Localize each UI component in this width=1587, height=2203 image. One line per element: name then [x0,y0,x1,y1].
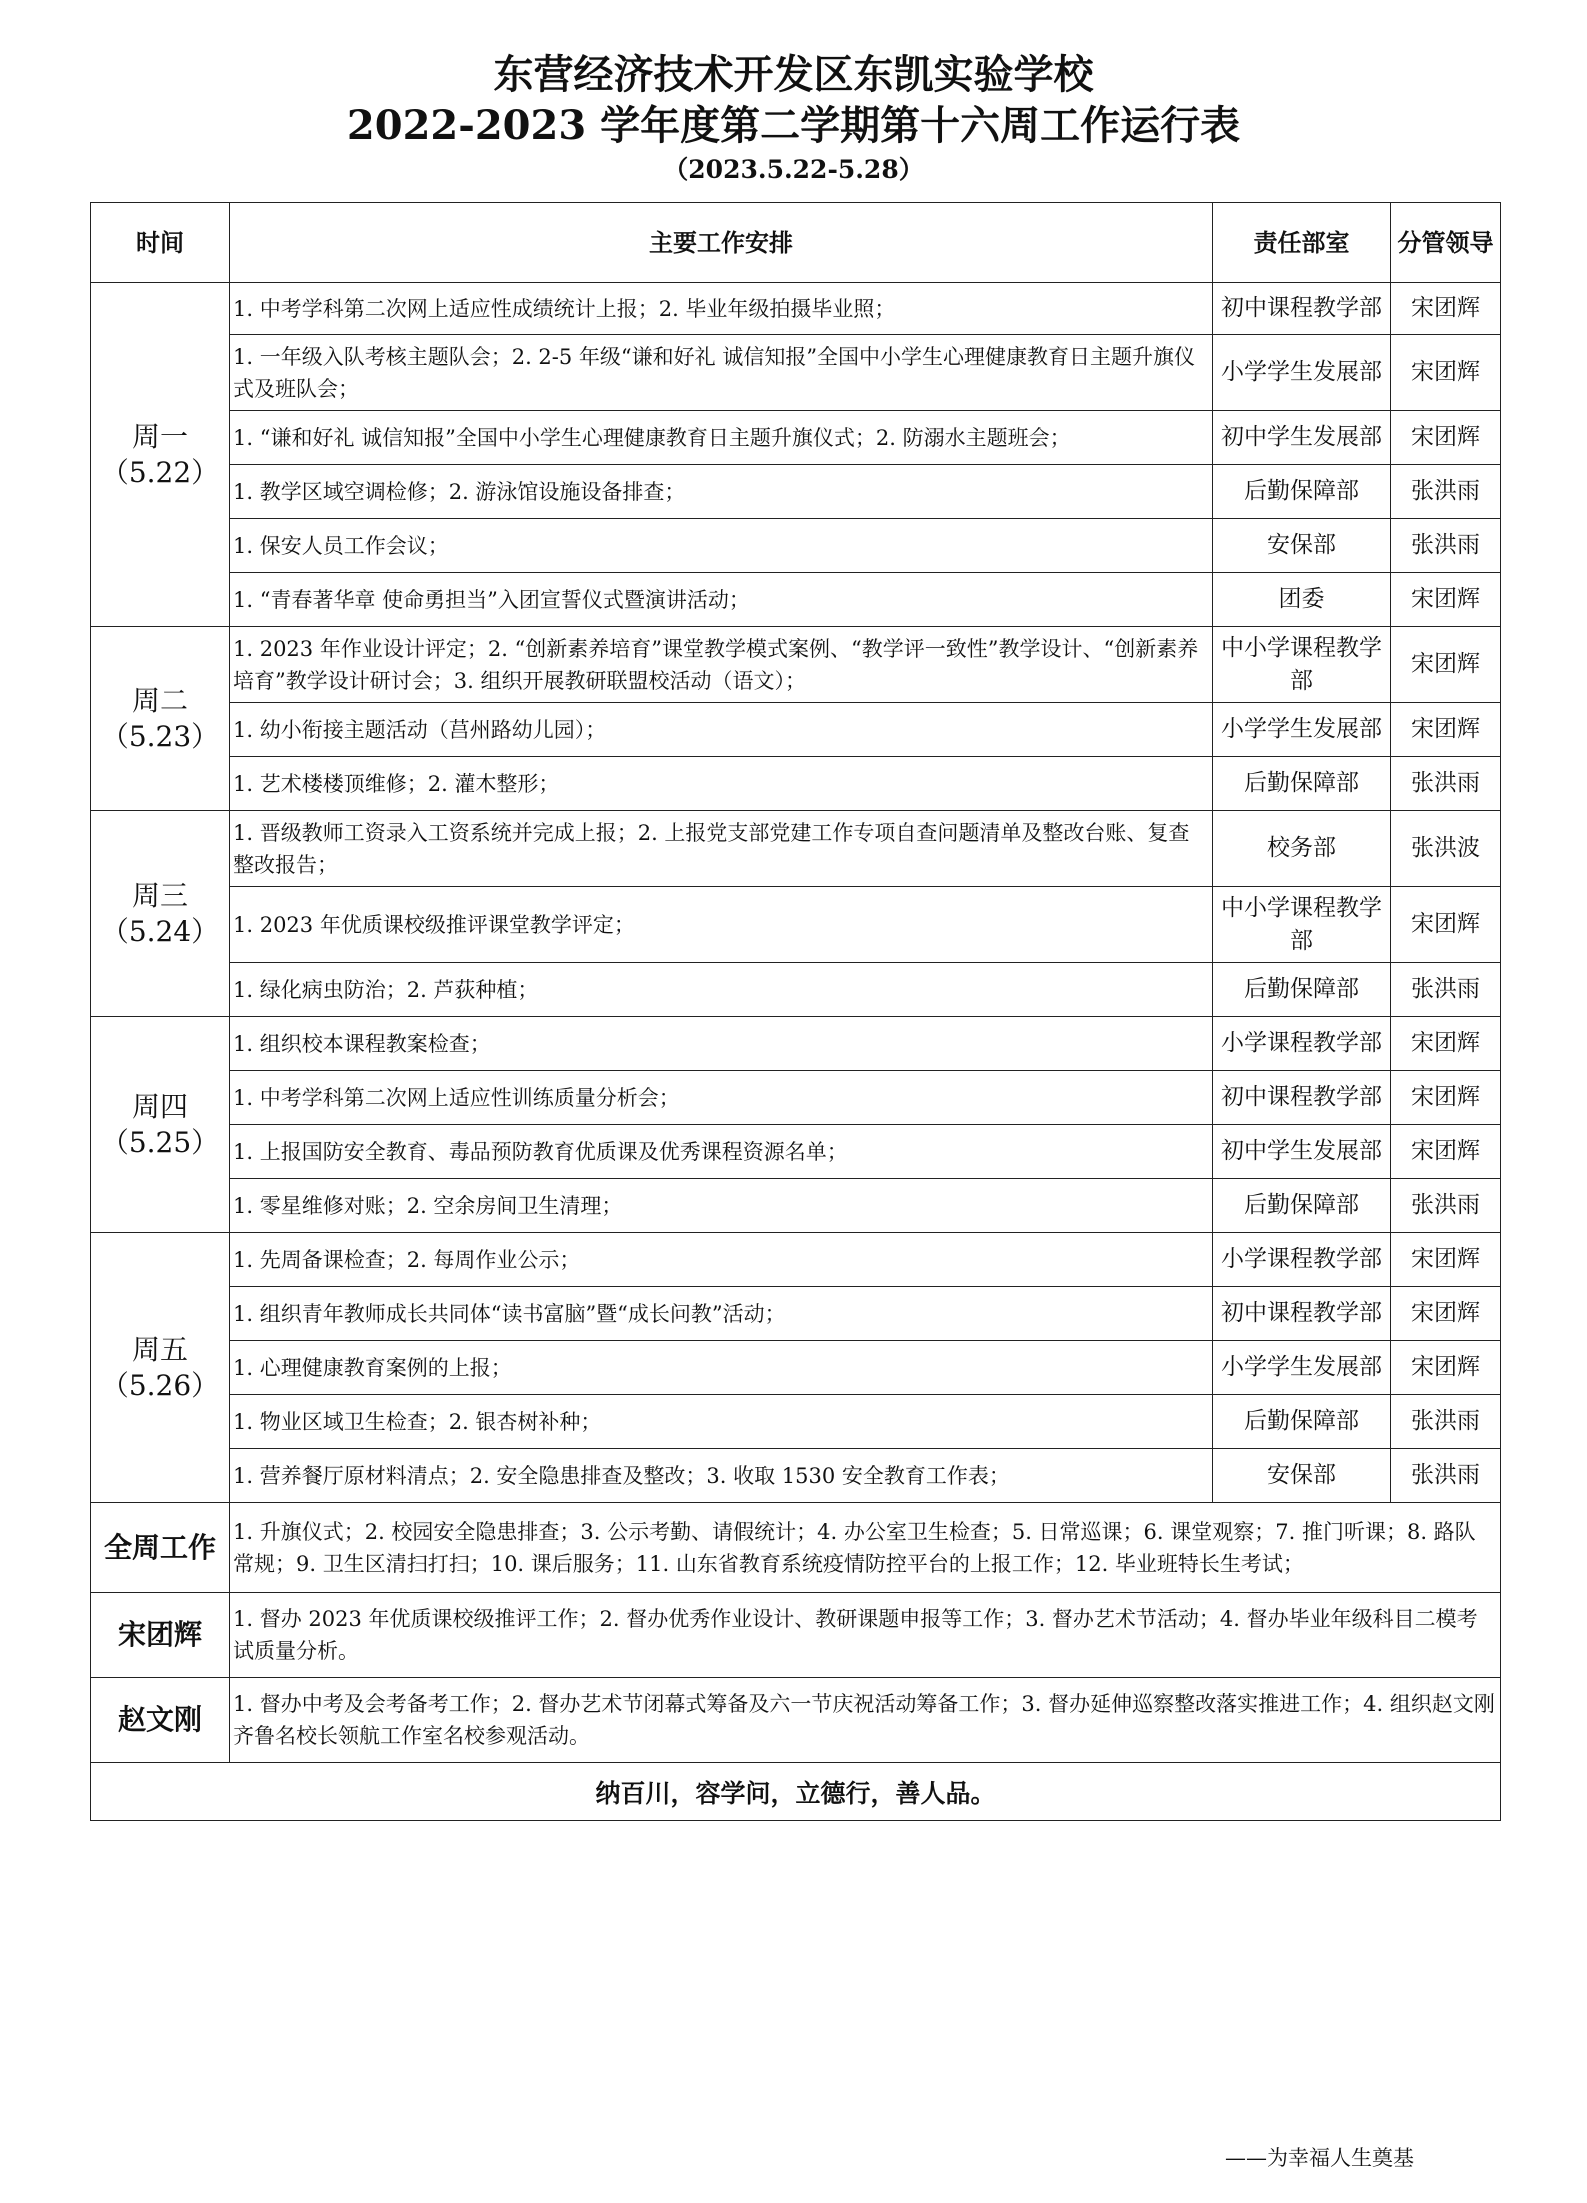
task-cell: 1. 保安人员工作会议； [230,519,1213,573]
table-row [91,1017,1501,1071]
schedule-body [91,283,1501,1821]
dept-cell: 后勤保障部 [1213,757,1391,811]
table-row [91,573,1501,627]
table-row [91,1071,1501,1125]
leader-cell: 张洪雨 [1391,757,1501,811]
summary-label: 宋团辉 [91,1593,230,1678]
task-cell: 1. 先周备课检查；2. 每周作业公示； [230,1233,1213,1287]
summary-row [91,1678,1501,1763]
table-row [91,757,1501,811]
leader-cell: 张洪波 [1391,811,1501,887]
dept-cell: 校务部 [1213,811,1391,887]
date-range: （2023.5.22-5.28） [663,155,924,184]
dept-cell: 初中课程教学部 [1213,1071,1391,1125]
task-cell: 1. 上报国防安全教育、毒品预防教育优质课及优秀课程资源名单； [230,1125,1213,1179]
leader-cell: 张洪雨 [1391,519,1501,573]
leader-cell: 宋团辉 [1391,411,1501,465]
page-title: 东营经济技术开发区东凯实验学校 [493,51,1094,98]
day-label [91,627,230,811]
motto-row [91,1763,1501,1821]
table-row [91,887,1501,963]
column-header-task: 主要工作安排 [230,203,1213,283]
summary-row [91,1593,1501,1678]
dept-cell: 中小学课程教学部 [1213,627,1391,703]
dept-cell: 中小学课程教学部 [1213,887,1391,963]
task-cell: 1. 幼小衔接主题活动（莒州路幼儿园）； [230,703,1213,757]
leader-cell: 宋团辉 [1391,1071,1501,1125]
day-label [91,283,230,627]
task-cell: 1. 中考学科第二次网上适应性训练质量分析会； [230,1071,1213,1125]
task-cell: 1. 心理健康教育案例的上报； [230,1341,1213,1395]
table-row [91,963,1501,1017]
table-row [91,1395,1501,1449]
task-cell: 1. 中考学科第二次网上适应性成绩统计上报；2. 毕业年级拍摄毕业照； [230,283,1213,335]
task-cell: 1. 组织校本课程教案检查； [230,1017,1213,1071]
leader-cell: 宋团辉 [1391,335,1501,411]
dept-cell: 初中课程教学部 [1213,1287,1391,1341]
table-row [91,283,1501,335]
summary-text: 1. 督办 2023 年优质课校级推评工作；2. 督办优秀作业设计、教研课题申报等工作；3. 督办艺术节活动；4. 督办毕业年级科目二模考试质量分析。 [230,1593,1501,1678]
day-label [91,1017,230,1233]
leader-cell: 宋团辉 [1391,283,1501,335]
task-cell: 1. 2023 年作业设计评定；2. “创新素养培育”课堂教学模式案例、“教学评一致性”教学设计、“创新素养培育”教学设计研讨会；3. 组织开展教研联盟校活动（语文）； [230,627,1213,703]
column-header-leader: 分管领导 [1391,203,1501,283]
table-row [91,465,1501,519]
leader-cell: 宋团辉 [1391,1287,1501,1341]
leader-cell: 张洪雨 [1391,963,1501,1017]
task-cell: 1. 教学区域空调检修；2. 游泳馆设施设备排查； [230,465,1213,519]
task-cell: 1. 组织青年教师成长共同体“读书富脑”暨“成长问教”活动； [230,1287,1213,1341]
dept-cell: 小学学生发展部 [1213,703,1391,757]
dept-cell: 后勤保障部 [1213,963,1391,1017]
leader-cell: 宋团辉 [1391,627,1501,703]
task-cell: 1. 2023 年优质课校级推评课堂教学评定； [230,887,1213,963]
table-row [91,1179,1501,1233]
leader-cell: 张洪雨 [1391,1449,1501,1503]
task-cell: 1. “谦和好礼 诚信知报”全国中小学生心理健康教育日主题升旗仪式；2. 防溺水主题班会； [230,411,1213,465]
table-row [91,1125,1501,1179]
motto: 纳百川，容学问，立德行，善人品。 [91,1763,1501,1821]
dept-cell: 初中学生发展部 [1213,1125,1391,1179]
dept-cell: 团委 [1213,573,1391,627]
column-header-time: 时间 [91,203,230,283]
leader-cell: 张洪雨 [1391,465,1501,519]
leader-cell: 宋团辉 [1391,703,1501,757]
dept-cell: 小学学生发展部 [1213,1341,1391,1395]
dept-cell: 后勤保障部 [1213,1179,1391,1233]
task-cell: 1. “青春著华章 使命勇担当”入团宣誓仪式暨演讲活动； [230,573,1213,627]
task-cell: 1. 艺术楼楼顶维修；2. 灌木整形； [230,757,1213,811]
summary-text: 1. 督办中考及会考备考工作；2. 督办艺术节闭幕式筹备及六一节庆祝活动筹备工作；3. 督办延伸巡察整改落实推进工作；4. 组织赵文刚齐鲁名校长领航工作室名校参观活动。 [230,1678,1501,1763]
dept-cell: 后勤保障部 [1213,465,1391,519]
summary-text: 1. 升旗仪式；2. 校园安全隐患排查；3. 公示考勤、请假统计；4. 办公室卫生检查；5. 日常巡课；6. 课堂观察；7. 推门听课；8. 路队常规；9. 卫生区清扫打扫；10. 课后服务；11. 山东省教育系统疫情防控平台的上报工作；12. 毕业班特长生考试； [230,1503,1501,1593]
day-date: （5.26） [100,1368,220,1402]
day-name: 周二 [131,683,188,717]
day-name: 周一 [131,419,188,453]
table-row [91,1233,1501,1287]
day-date: （5.24） [100,914,220,948]
leader-cell: 宋团辉 [1391,1341,1501,1395]
summary-row [91,1503,1501,1593]
task-cell: 1. 物业区域卫生检查；2. 银杏树补种； [230,1395,1213,1449]
table-row [91,703,1501,757]
dept-cell: 初中课程教学部 [1213,283,1391,335]
footer-slogan: ——为幸福人生奠基 [1225,2146,1414,2170]
task-cell: 1. 绿化病虫防治；2. 芦荻种植； [230,963,1213,1017]
column-header-dept: 责任部室 [1213,203,1391,283]
dept-cell: 小学学生发展部 [1213,335,1391,411]
day-label [91,1233,230,1503]
table-row [91,519,1501,573]
table-row [91,1449,1501,1503]
task-cell: 1. 一年级入队考核主题队会；2. 2-5 年级“谦和好礼 诚信知报”全国中小学生心理健康教育日主题升旗仪式及班队会； [230,335,1213,411]
task-cell: 1. 晋级教师工资录入工资系统并完成上报；2. 上报党支部党建工作专项自查问题清单及整改台账、复查整改报告； [230,811,1213,887]
day-label [91,811,230,1017]
leader-cell: 张洪雨 [1391,1395,1501,1449]
dept-cell: 后勤保障部 [1213,1395,1391,1449]
day-date: （5.23） [100,719,220,753]
table-row [91,811,1501,887]
dept-cell: 安保部 [1213,1449,1391,1503]
leader-cell: 宋团辉 [1391,887,1501,963]
table-row [91,1341,1501,1395]
table-row [91,1287,1501,1341]
leader-cell: 宋团辉 [1391,1017,1501,1071]
day-name: 周三 [131,878,188,912]
table-row [91,627,1501,703]
leader-cell: 宋团辉 [1391,573,1501,627]
dept-cell: 初中学生发展部 [1213,411,1391,465]
table-row [91,335,1501,411]
day-date: （5.22） [100,455,220,489]
day-name: 周四 [131,1089,188,1123]
task-cell: 1. 零星维修对账；2. 空余房间卫生清理； [230,1179,1213,1233]
day-name: 周五 [131,1332,188,1366]
leader-cell: 宋团辉 [1391,1125,1501,1179]
summary-label: 赵文刚 [91,1678,230,1763]
table-header-row [91,203,1501,283]
day-date: （5.25） [100,1125,220,1159]
leader-cell: 张洪雨 [1391,1179,1501,1233]
schedule-table [90,202,1501,1821]
dept-cell: 安保部 [1213,519,1391,573]
page-subtitle: 2022-2023 学年度第二学期第十六周工作运行表 [346,102,1241,149]
leader-cell: 宋团辉 [1391,1233,1501,1287]
table-row [91,411,1501,465]
task-cell: 1. 营养餐厅原材料清点；2. 安全隐患排查及整改；3. 收取 1530 安全教育工作表； [230,1449,1213,1503]
dept-cell: 小学课程教学部 [1213,1017,1391,1071]
summary-label: 全周工作 [91,1503,230,1593]
dept-cell: 小学课程教学部 [1213,1233,1391,1287]
